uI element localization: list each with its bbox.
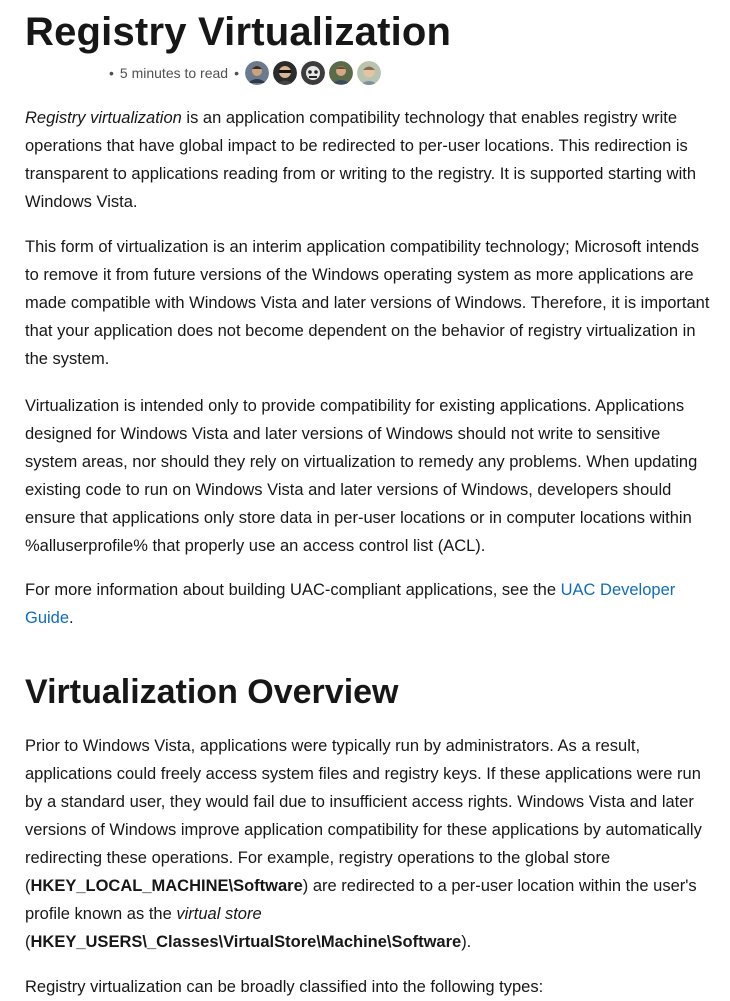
overview-paragraph-1 — [25, 732, 715, 956]
registry-key-hklm-software: HKEY_LOCAL_MACHINE\Software — [30, 877, 303, 895]
contributor-avatar-5[interactable] — [357, 61, 381, 85]
overview-text-d: ). — [461, 933, 472, 951]
contributor-avatar-4[interactable] — [329, 61, 353, 85]
article-metadata — [109, 59, 385, 87]
contributor-avatar-3[interactable] — [301, 61, 325, 85]
overview-text-a: Prior to Windows Vista, applications were typically run by administrators. As a result, applications could freely access system files and registry keys. If these applications were run by a standard user, they would fail due to insufficient access rights. Windows Vista and later versions of Windows improve application compatibility for these applications by automatically redirecting these operations. For example, registry operations to the global store ( — [25, 737, 702, 895]
uac-developer-guide-link[interactable]: UAC Developer Guide — [25, 581, 676, 627]
overview-text-b: ) are redirected to a per-user location within the user's profile known as the — [25, 877, 697, 923]
intro-paragraph-4-end: . — [69, 609, 74, 627]
contributor-avatar-2[interactable] — [273, 61, 297, 85]
intro-paragraph-3: Virtualization is intended only to provide compatibility for existing applications. Applications designed for Windows Vista and later versions of Windows should not write to sensitive system areas, nor should they rely on virtualization to remedy any problems. When updating existing code to run on Windows Vista and later versions of Windows, developers should ensure that applications only store data in per-user locations or in computer locations within %alluserprofile% that properly use an access control list (ACL). — [25, 397, 698, 555]
contributor-avatar-1[interactable] — [245, 61, 269, 85]
contributors-list[interactable] — [245, 61, 385, 85]
intro-paragraph-1-text: is an application compatibility technology that enables registry write operations that have global impact to be redirected to per-user locations. This redirection is transparent to applications reading from or writing to the registry. It is supported starting with Windows Vista. — [25, 109, 697, 211]
term-virtual-store: virtual store — [176, 905, 262, 923]
overview-text-c: ( — [25, 933, 31, 951]
page-title: Registry Virtualization — [25, 10, 452, 54]
metadata-bullet: • — [234, 65, 239, 81]
intro-paragraph-1 — [25, 104, 715, 216]
metadata-bullet: • — [109, 65, 114, 81]
overview-paragraph-2: Registry virtualization can be broadly classified into the following types: — [25, 978, 544, 996]
intro-paragraph-4-text: For more information about building UAC-compliant applications, see the — [25, 581, 561, 599]
section-heading-virtualization-overview: Virtualization Overview — [25, 673, 399, 711]
registry-key-virtualstore: HKEY_USERS\_Classes\VirtualStore\Machine\Software — [30, 933, 462, 951]
intro-paragraph-4 — [25, 576, 715, 632]
term-registry-virtualization: Registry virtualization — [25, 109, 182, 127]
intro-paragraph-2: This form of virtualization is an interim application compatibility technology; Microsoft intends to remove it from future versions of the Windows operating system as more applications are made compatible with Windows Vista and later versions of Windows. Therefore, it is important that your application does not become dependent on the behavior of registry virtualization in the system. — [25, 238, 710, 368]
read-time: 5 minutes to read — [119, 65, 229, 81]
